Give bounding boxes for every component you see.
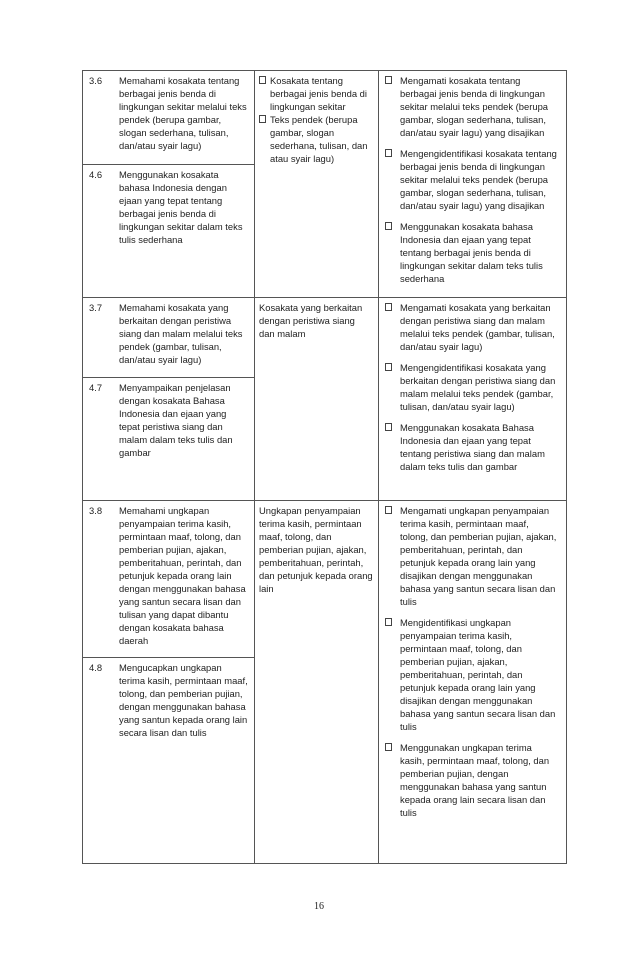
materi-item (259, 74, 374, 113)
bullet-box-icon (385, 618, 392, 626)
kd-entry (83, 164, 254, 250)
kegiatan-item (385, 504, 562, 608)
kegiatan-text: Menggunakan ungkapan terima kasih, permintaan maaf, tolong, dan pemberian pujian, dengan menggunakan bahasa yang santun kepada orang lain secara lisan dan tulis (400, 742, 550, 818)
kd-number: 4.7 (89, 382, 103, 393)
kegiatan-item (385, 361, 562, 413)
kegiatan-text: Mengidentifikasi ungkapan penyampaian terima kasih, permintaan maaf, tolong, dan pemberian pujian, ajakan, pemberitahuan, perintah, dan petunjuk kepada orang lain yang disajikan dengan menggunakan bahasa yang santun secara lisan dan tulis (400, 617, 556, 732)
materi-text: Kosakata yang berkaitan dengan peristiwa siang dan malam (259, 302, 363, 339)
bullet-box-icon (259, 76, 266, 84)
bullet-box-icon (385, 222, 392, 230)
kegiatan-text: Mengengidentifikasi kosakata tentang berbagai jenis benda di lingkungan sekitar melalui teks pendek (berupa gambar, slogan sederhana, tulisan, dan/atau syair lagu) yang disajikan (400, 148, 557, 211)
kegiatan-item (385, 741, 562, 819)
bullet-box-icon (385, 506, 392, 514)
materi-item (259, 301, 374, 340)
kegiatan-text: Mengamati kosakata yang berkaitan dengan peristiwa siang dan malam melalui teks pendek (gambar, tulisan, dan/atau syair lagu) (400, 302, 555, 352)
materi-text: Ungkapan penyampaian terima kasih, permintaan maaf, tolong, dan pemberian pujian, ajakan, pemberitahuan, perintah, dan petunjuk kepada orang lain (259, 505, 373, 594)
page-number: 16 (314, 901, 324, 912)
kd-entry (83, 501, 254, 657)
materi-text: Teks pendek (berupa gambar, slogan sederhana, tulisan, dan atau syair lagu) (270, 114, 368, 164)
kegiatan-item (385, 147, 562, 212)
kd-entry (83, 657, 254, 743)
kd-text: Menyampaikan penjelasan dengan kosakata Bahasa Indonesia dan ejaan yang tepat peristiwa siang dan malam dalam teks tulis dan gambar (119, 382, 233, 458)
kegiatan-item (385, 74, 562, 139)
kegiatan-cell (379, 501, 567, 864)
bullet-box-icon (385, 149, 392, 157)
kd-entry (83, 71, 254, 164)
bullet-box-icon (259, 115, 266, 123)
materi-cell (255, 71, 379, 298)
materi-item (259, 113, 374, 165)
kompetensi-dasar-cell (83, 298, 255, 501)
kd-entry (83, 377, 254, 463)
bullet-box-icon (385, 303, 392, 311)
kegiatan-text: Mengamati ungkapan penyampaian terima kasih, permintaan maaf, tolong, dan pemberian pujian, ajakan, pemberitahuan, perintah, dan petunjuk kepada orang lain yang disajikan dengan menggunakan bahasa yang santun secara lisan dan tulis (400, 505, 557, 607)
kd-number: 3.7 (89, 302, 103, 313)
bullet-box-icon (385, 76, 392, 84)
kd-text: Menggunakan kosakata bahasa Indonesia dengan ejaan yang tepat tentang berbagai jenis benda di lingkungan sekitar dalam teks tulis sederhana (119, 169, 243, 245)
kegiatan-text: Mengengidentifikasi kosakata yang berkaitan dengan peristiwa siang dan malam melalui teks pendek (gambar, tulisan, dan/atau syair lagu) (400, 362, 556, 412)
kd-number: 4.8 (89, 662, 103, 673)
materi-item (259, 504, 374, 595)
kegiatan-item (385, 301, 562, 353)
kompetensi-dasar-cell (83, 501, 255, 864)
kd-text: Memahami kosakata tentang berbagai jenis benda di lingkungan sekitar melalui teks pendek (berupa gambar, slogan sederhana, tulisan, dan/atau syair lagu) (119, 75, 247, 151)
table-row (83, 298, 567, 501)
materi-text: Kosakata tentang berbagai jenis benda di lingkungan sekitar (270, 75, 367, 112)
kegiatan-text: Menggunakan kosakata bahasa Indonesia dan ejaan yang tepat tentang berbagai jenis benda di lingkungan sekitar dalam teks tulis sederhana (400, 221, 543, 284)
kegiatan-item (385, 421, 562, 473)
kegiatan-item (385, 220, 562, 285)
kegiatan-cell (379, 298, 567, 501)
kegiatan-text: Mengamati kosakata tentang berbagai jenis benda di lingkungan sekitar melalui teks pendek (berupa gambar, slogan sederhana, tulisan, dan/atau syair lagu) yang disajikan (400, 75, 548, 138)
materi-cell (255, 298, 379, 501)
curriculum-table (82, 70, 567, 864)
kegiatan-item (385, 616, 562, 733)
kegiatan-cell (379, 71, 567, 298)
table-row (83, 71, 567, 298)
kompetensi-dasar-cell (83, 71, 255, 298)
kd-number: 4.6 (89, 169, 103, 180)
kd-text: Memahami kosakata yang berkaitan dengan peristiwa siang dan malam melalui teks pendek (gambar, tulisan, dan/atau syair lagu) (119, 302, 243, 365)
table-row (83, 501, 567, 864)
kd-entry (83, 298, 254, 377)
kd-text: Mengucapkan ungkapan terima kasih, permintaan maaf, tolong, dan pemberian pujian, dengan menggunakan bahasa yang santun kepada orang lain secara lisan dan tulis (119, 662, 248, 738)
bullet-box-icon (385, 743, 392, 751)
kd-text: Memahami ungkapan penyampaian terima kasih, permintaan maaf, tolong, dan pemberian pujian, ajakan, pemberitahuan, perintah, dan petunjuk kepada orang lain dengan menggunakan bahasa yang santun secara lisan dan tulisan yang dapat dibantu dengan kosakata bahasa daerah (119, 505, 246, 646)
kegiatan-text: Menggunakan kosakata Bahasa Indonesia dan ejaan yang tepat tentang peristiwa siang dan malam dalam teks tulis dan gambar (400, 422, 545, 472)
bullet-box-icon (385, 423, 392, 431)
kd-number: 3.8 (89, 505, 103, 516)
materi-cell (255, 501, 379, 864)
kd-number: 3.6 (89, 75, 103, 86)
bullet-box-icon (385, 363, 392, 371)
